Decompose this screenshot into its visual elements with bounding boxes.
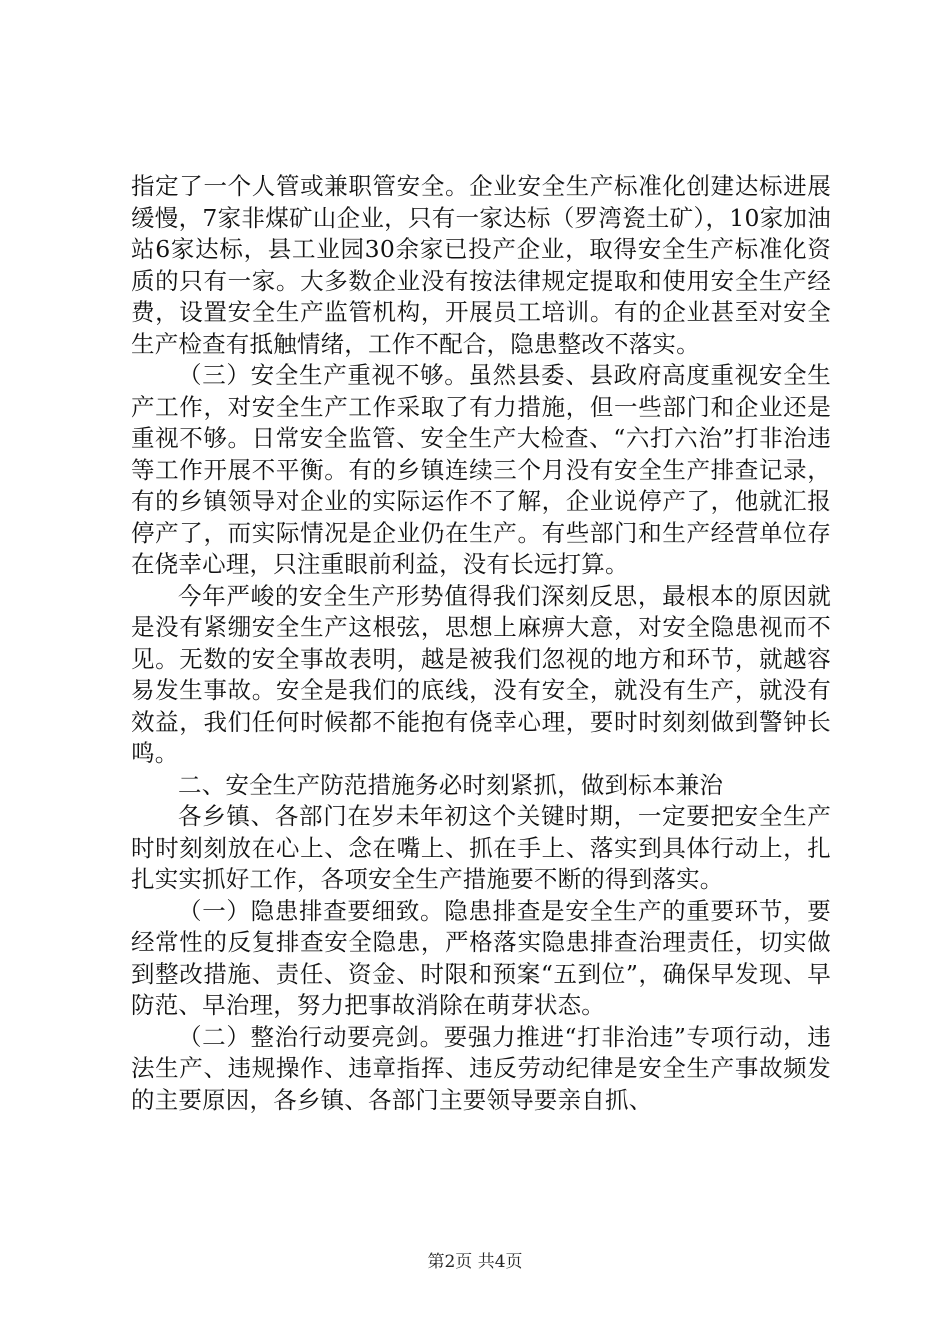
page-number-footer: 第2页 共4页: [427, 1252, 523, 1272]
paragraph-5: 各乡镇、各部门在岁未年初这个关键时期，一定要把安全生产时时刻刻放在心上、念在嘴上、抓在手上、落实到具体行动上，扎扎实实抓好工作，各项安全生产措施要不断的得到落实。: [131, 802, 831, 893]
paragraph-3: 今年严峻的安全生产形势值得我们深刻反思，最根本的原因就是没有紧绷安全生产这根弦，思想上麻痹大意，对安全隐患视而不见。无数的安全事故表明，越是被我们忽视的地方和环节，就越容易发生事故。安全是我们的底线，没有安全，就没有生产，就没有效益，我们任何时候都不能抱有侥幸心理，要时时刻刻做到警钟长鸣。: [131, 581, 831, 767]
section-heading: 二、安全生产防范措施务必时刻紧抓，做到标本兼治: [178, 770, 724, 799]
paragraph-2: （三）安全生产重视不够。虽然县委、县政府高度重视安全生产工作，对安全生产工作采取了有力措施，但一些部门和企业还是重视不够。日常安全监管、安全生产大检查、“六打六治”打非治违等工作开展不平衡。有的乡镇连续三个月没有安全生产排查记录，有的乡镇领导对企业的实际运作不了解，企业说停产了，他就汇报停产了，而实际情况是企业仍在生产。有些部门和生产经营单位存在侥幸心理，只注重眼前利益，没有长远打算。: [131, 361, 831, 578]
paragraph-6: （一）隐患排查要细致。隐患排查是安全生产的重要环节，要经常性的反复排查安全隐患，严格落实隐患排查治理责任，切实做到整改措施、责任、资金、时限和预案“五到位”，确保早发现、早防范、早治理，努力把事故消除在萌芽状态。: [131, 896, 831, 1019]
paragraph-7: （二）整治行动要亮剑。要强力推进“打非治违”专项行动，违法生产、违规操作、违章指挥、违反劳动纪律是安全生产事故频发的主要原因，各乡镇、各部门主要领导要亲自抓、: [131, 1022, 831, 1114]
document-body: [131, 171, 831, 1116]
paragraph-1: 指定了一个人管或兼职管安全。企业安全生产标准化创建达标进展缓慢，7家非煤矿山企业，只有一家达标（罗湾瓷土矿），10家加油站6家达标，县工业园30余家已投产企业，取得安全生产标准化资质的只有一家。大多数企业没有按法律规定提取和使用安全生产经费，设置安全生产监管机构，开展员工培训。有的企业甚至对安全生产检查有抵触情绪，工作不配合，隐患整改不落实。: [131, 172, 831, 358]
